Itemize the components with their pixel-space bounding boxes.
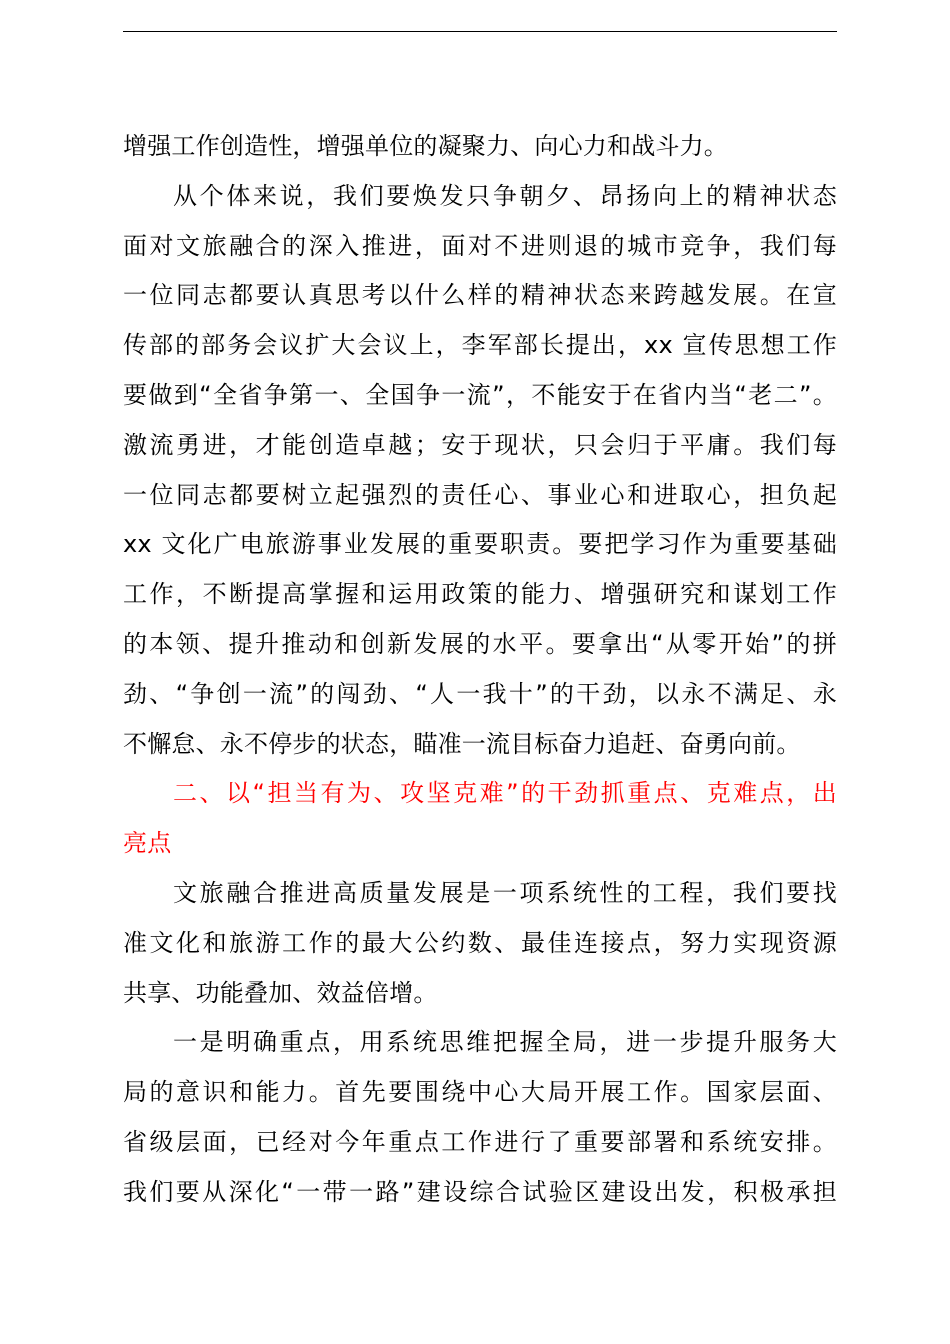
text-line: 要做到“全省争第一、全国争一流”，不能安于在省内当“老二”。 (123, 380, 837, 409)
text-line: 局的意识和能力。首先要围绕中心大局开展工作。国家层面、 (123, 1078, 837, 1107)
text-line: 我们要从深化“一带一路”建设综合试验区建设出发，积极承担 (123, 1177, 837, 1206)
text-line: 传部的部务会议扩大会议上，李军部长提出，xx 宣传思想工作 (123, 331, 837, 360)
text-line: 工作，不断提高掌握和运用政策的能力、增强研究和谋划工作 (123, 580, 837, 609)
text-line: 面对文旅融合的深入推进，面对不进则退的城市竞争，我们每 (123, 231, 837, 260)
text-line: 增强工作创造性，增强单位的凝聚力、向心力和战斗力。 (123, 132, 728, 160)
document-body (123, 122, 837, 1218)
text-line: 一位同志都要树立起强烈的责任心、事业心和进取心，担负起 (123, 480, 837, 509)
text-line: 一位同志都要认真思考以什么样的精神状态来跨越发展。在宣 (123, 281, 837, 310)
paragraph-start-line: 一是明确重点，用系统思维把握全局，进一步提升服务大 (173, 1028, 837, 1057)
text-line: 不懈怠、永不停步的状态，瞄准一流目标奋力追赶、奋勇向前。 (123, 729, 801, 758)
section-heading: 二、以“担当有为、攻坚克难”的干劲抓重点、克难点，出 (173, 779, 837, 808)
text-line: 共享、功能叠加、效益倍增。 (123, 978, 438, 1007)
paragraph-start-line: 文旅融合推进高质量发展是一项系统性的工程，我们要找 (173, 878, 837, 907)
header-rule (123, 31, 837, 32)
text-line: 劲、“争创一流”的闯劲、“人一我十”的干劲，以永不满足、永 (123, 679, 837, 708)
text-line: xx 文化广电旅游事业发展的重要职责。要把学习作为重要基础 (123, 530, 837, 559)
text-line: 激流勇进，才能创造卓越；安于现状，只会归于平庸。我们每 (123, 430, 837, 459)
text-line: 准文化和旅游工作的最大公约数、最佳连接点，努力实现资源 (123, 928, 837, 957)
section-heading-continued: 亮点 (123, 829, 172, 858)
text-line: 的本领、提升推动和创新发展的水平。要拿出“从零开始”的拼 (123, 629, 837, 658)
text-line: 省级层面，已经对今年重点工作进行了重要部署和系统安排。 (123, 1127, 837, 1156)
paragraph-start-line: 从个体来说，我们要焕发只争朝夕、昂扬向上的精神状态 (173, 181, 837, 210)
